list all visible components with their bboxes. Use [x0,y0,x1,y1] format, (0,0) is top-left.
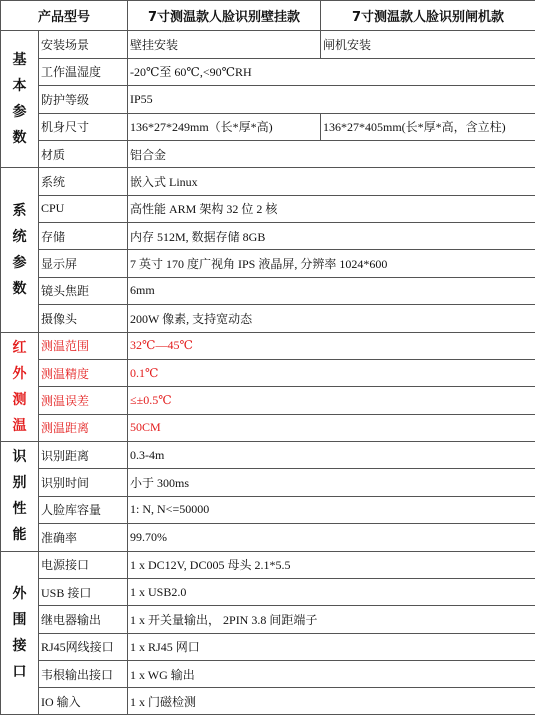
param-value-wall: 136*27*249mm（长*厚*高) [128,113,321,140]
table-row [1,223,535,250]
param-value: IP55 [128,86,535,113]
param-value: 高性能 ARM 架构 32 位 2 核 [128,195,535,222]
param-value: 1 x USB2.0 [128,578,535,605]
group-infrared [1,332,39,442]
table-row [1,688,535,715]
param-label: 存储 [39,223,128,250]
table-row [1,606,535,633]
param-value: ≤±0.5℃ [128,387,535,414]
table-row [1,86,535,113]
table-row [1,414,535,441]
table-row [1,250,535,277]
param-label: 测温精度 [39,359,128,386]
header-model: 产品型号 [1,1,128,31]
table-row [1,332,535,359]
param-label: IO 输入 [39,688,128,715]
param-value: 50CM [128,414,535,441]
group-label: 红外测温 [12,339,27,434]
param-label: 镜头焦距 [39,277,128,304]
param-value: 32℃—45℃ [128,332,535,359]
param-label: 材质 [39,140,128,167]
table-row [1,305,535,332]
table-row [1,387,535,414]
param-value: 1 x DC12V, DC005 母头 2.1*5.5 [128,551,535,578]
param-label: 测温范围 [39,332,128,359]
param-label: 安装场景 [39,31,128,58]
header-row [1,1,535,31]
group-recognition [1,442,39,552]
table-row [1,551,535,578]
table-row [1,633,535,660]
param-label: RJ45网线接口 [39,633,128,660]
param-label: CPU [39,195,128,222]
group-peripheral [1,551,39,714]
table-row [1,58,535,85]
group-basic [1,31,39,168]
param-value: 7 英寸 170 度广视角 IPS 液晶屏, 分辨率 1024*600 [128,250,535,277]
param-value-gate: 闸机安装 [321,31,535,58]
param-label: 显示屏 [39,250,128,277]
table-row [1,661,535,688]
param-value: 铝合金 [128,140,535,167]
param-value: 嵌入式 Linux [128,168,535,195]
param-value: 1: N, N<=50000 [128,496,535,523]
param-value: 1 x 门磁检测 [128,688,535,715]
param-value: -20℃至 60℃,<90℃RH [128,58,535,85]
table-row [1,195,535,222]
param-value: 200W 像素, 支持宽动态 [128,305,535,332]
table-row [1,578,535,605]
table-row [1,524,535,551]
table-row [1,277,535,304]
param-value: 0.1℃ [128,359,535,386]
table-row [1,168,535,195]
param-label: 准确率 [39,524,128,551]
param-value: 99.70% [128,524,535,551]
param-value: 内存 512M, 数据存储 8GB [128,223,535,250]
table-row [1,442,535,469]
group-label: 基本参数 [12,52,27,147]
group-system [1,168,39,332]
param-value-gate: 136*27*405mm(长*厚*高，含立柱) [321,113,535,140]
param-label: 人脸库容量 [39,496,128,523]
param-label: USB 接口 [39,578,128,605]
param-label: 继电器输出 [39,606,128,633]
param-value: 1 x RJ45 网口 [128,633,535,660]
param-value: 1 x WG 输出 [128,661,535,688]
param-label: 电源接口 [39,551,128,578]
table-row [1,469,535,496]
param-value: 小于 300ms [128,469,535,496]
header-wall: 7寸测温款人脸识别壁挂款 [128,1,321,31]
param-label: 防护等级 [39,86,128,113]
group-label: 系统参数 [12,202,27,297]
table-row [1,113,535,140]
table-row [1,31,535,58]
group-label: 外围接口 [12,585,27,680]
param-label: 系统 [39,168,128,195]
param-label: 测温误差 [39,387,128,414]
table-row [1,359,535,386]
header-gate: 7寸测温款人脸识别闸机款 [321,1,535,31]
param-label: 工作温湿度 [39,58,128,85]
param-value: 6mm [128,277,535,304]
param-label: 韦根输出接口 [39,661,128,688]
param-value: 1 x 开关量输出， 2PIN 3.8 间距端子 [128,606,535,633]
param-value-wall: 壁挂安装 [128,31,321,58]
group-label: 识别性能 [12,449,27,544]
param-value: 0.3-4m [128,442,535,469]
param-label: 识别时间 [39,469,128,496]
table-row [1,140,535,167]
param-label: 识别距离 [39,442,128,469]
param-label: 摄像头 [39,305,128,332]
param-label: 测温距离 [39,414,128,441]
param-label: 机身尺寸 [39,113,128,140]
table-row [1,496,535,523]
